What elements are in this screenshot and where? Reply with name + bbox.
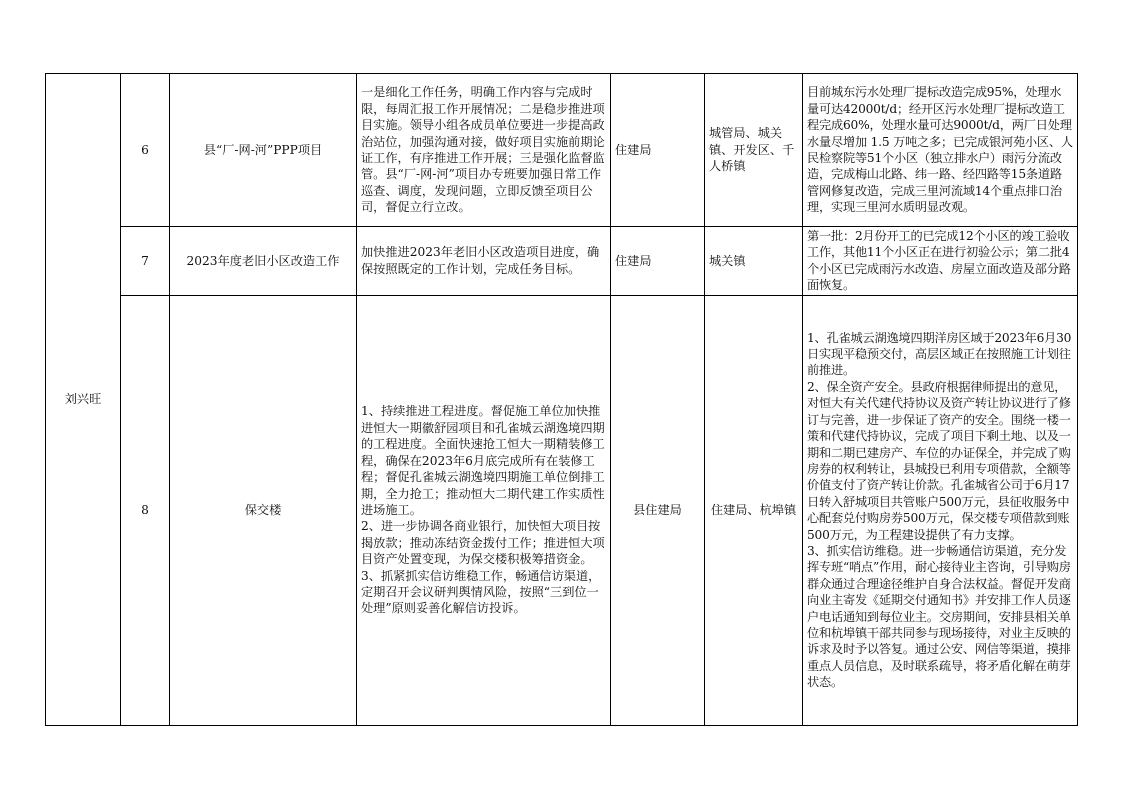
row-number-cell: 8: [121, 295, 170, 725]
progress-cell: 1、孔雀城云湖逸境四期洋房区域于2023年6月30日实现平稳预交付，高层区域正在按照施工计划往前推进。 2、保全资产安全。县政府根据律师提出的意见，对恒大有关代建代持协议及资产转让协议进行了修订与完善，进一步保证了资产的安全。围绕一楼一策和代建代持协议，完成了项目下剩土地、以及一期和二期已建房产、车位的办证保全，并完成了购房券的权利转让，县城投已利用专项借款，全额等价值支付了资产转让价款。孔雀城省公司于6月17日转入舒城项目共管账户500万元，县征收服务中心配套兑付购房券500万元，保交楼专项借款到账500万元，为工程建设提供了有力支撑。 3、抓实信访维稳。进一步畅通信访渠道，充分发挥专班“哨点”作用，耐心接待业主咨询，引导购房群众通过合理途径维护自身合法权益。督促开发商向业主寄发《延期交付通知书》并安排工作人员逐户电话通知到每位业主。交房期间，安排县相关单位和杭埠镇干部共同参与现场接待，对业主反映的诉求及时予以答复。通过公安、网信等渠道，摸排重点人员信息，及时联系疏导，将矛盾化解在萌芽状态。: [803, 295, 1078, 725]
cooperating-units-cell: 住建局、杭埠镇: [705, 295, 803, 725]
responsible-person-cell: 刘兴旺: [46, 74, 121, 726]
project-name-cell: 县“厂-网-河”PPP项目: [170, 74, 357, 227]
lead-unit-cell: 住建局: [611, 227, 705, 296]
table-row: [46, 227, 1078, 296]
progress-cell: 第一批：2月份开工的已完成12个小区的竣工验收工作，其他11个小区正在进行初验公示；第二批4个小区已完成雨污水改造、房屋立面改造及部分路面恢复。: [803, 227, 1078, 296]
work-task-table: [45, 73, 1078, 726]
measures-cell: 一是细化工作任务，明确工作内容与完成时限，每周汇报工作开展情况；二是稳步推进项目实施。领导小组各成员单位要进一步提高政治站位，加强沟通对接，做好项目实施前期论证工作，有序推进工作开展；三是强化监督监管。县“厂-网-河”项目办专班要加强日常工作巡查、调度，发现问题，立即反馈至项目公司，督促立行立改。: [357, 74, 611, 227]
measures-cell: 1、持续推进工程进度。督促施工单位加快推进恒大一期徽舒园项目和孔雀城云湖逸境四期的工程进度。全面快速抢工恒大一期精装修工程，确保在2023年6月底完成所有在装修工程；督促孔雀城云湖逸境四期施工单位倒排工期，全力抢工；推动恒大二期代建工作实质性进场施工。 2、进一步协调各商业银行，加快恒大项目按揭放款；推动冻结资金拨付工作；推进恒大项目资产处置变现，为保交楼积极筹措资金。 3、抓紧抓实信访维稳工作，畅通信访渠道，定期召开会议研判舆情风险，按照“三到位一处理”原则妥善化解信访投诉。: [357, 295, 611, 725]
row-number-cell: 7: [121, 227, 170, 296]
measures-cell: 加快推进2023年老旧小区改造项目进度，确保按照既定的工作计划，完成任务目标。: [357, 227, 611, 296]
lead-unit-cell: 县住建局: [611, 295, 705, 725]
project-name-cell: 保交楼: [170, 295, 357, 725]
table-row: [46, 74, 1078, 227]
row-number-cell: 6: [121, 74, 170, 227]
lead-unit-cell: 住建局: [611, 74, 705, 227]
cooperating-units-cell: 城关镇: [705, 227, 803, 296]
progress-cell: 目前城东污水处理厂提标改造完成95%，处理水量可达42000t/d；经开区污水处理厂提标改造工程完成60%，处理水量可达9000t/d，两厂日处理水量尽增加 1.5 万吨之多；已完成银河苑小区、人民检察院等51个小区（独立排水户）雨污分流改造，完成梅山北路、纬一路、经四路等15条道路管网修复改造，完成三里河流域14个重点排口治理，实现三里河水质明显改观。: [803, 74, 1078, 227]
project-name-cell: 2023年度老旧小区改造工作: [170, 227, 357, 296]
table-row: [46, 295, 1078, 725]
cooperating-units-cell: 城管局、城关镇、开发区、千人桥镇: [705, 74, 803, 227]
